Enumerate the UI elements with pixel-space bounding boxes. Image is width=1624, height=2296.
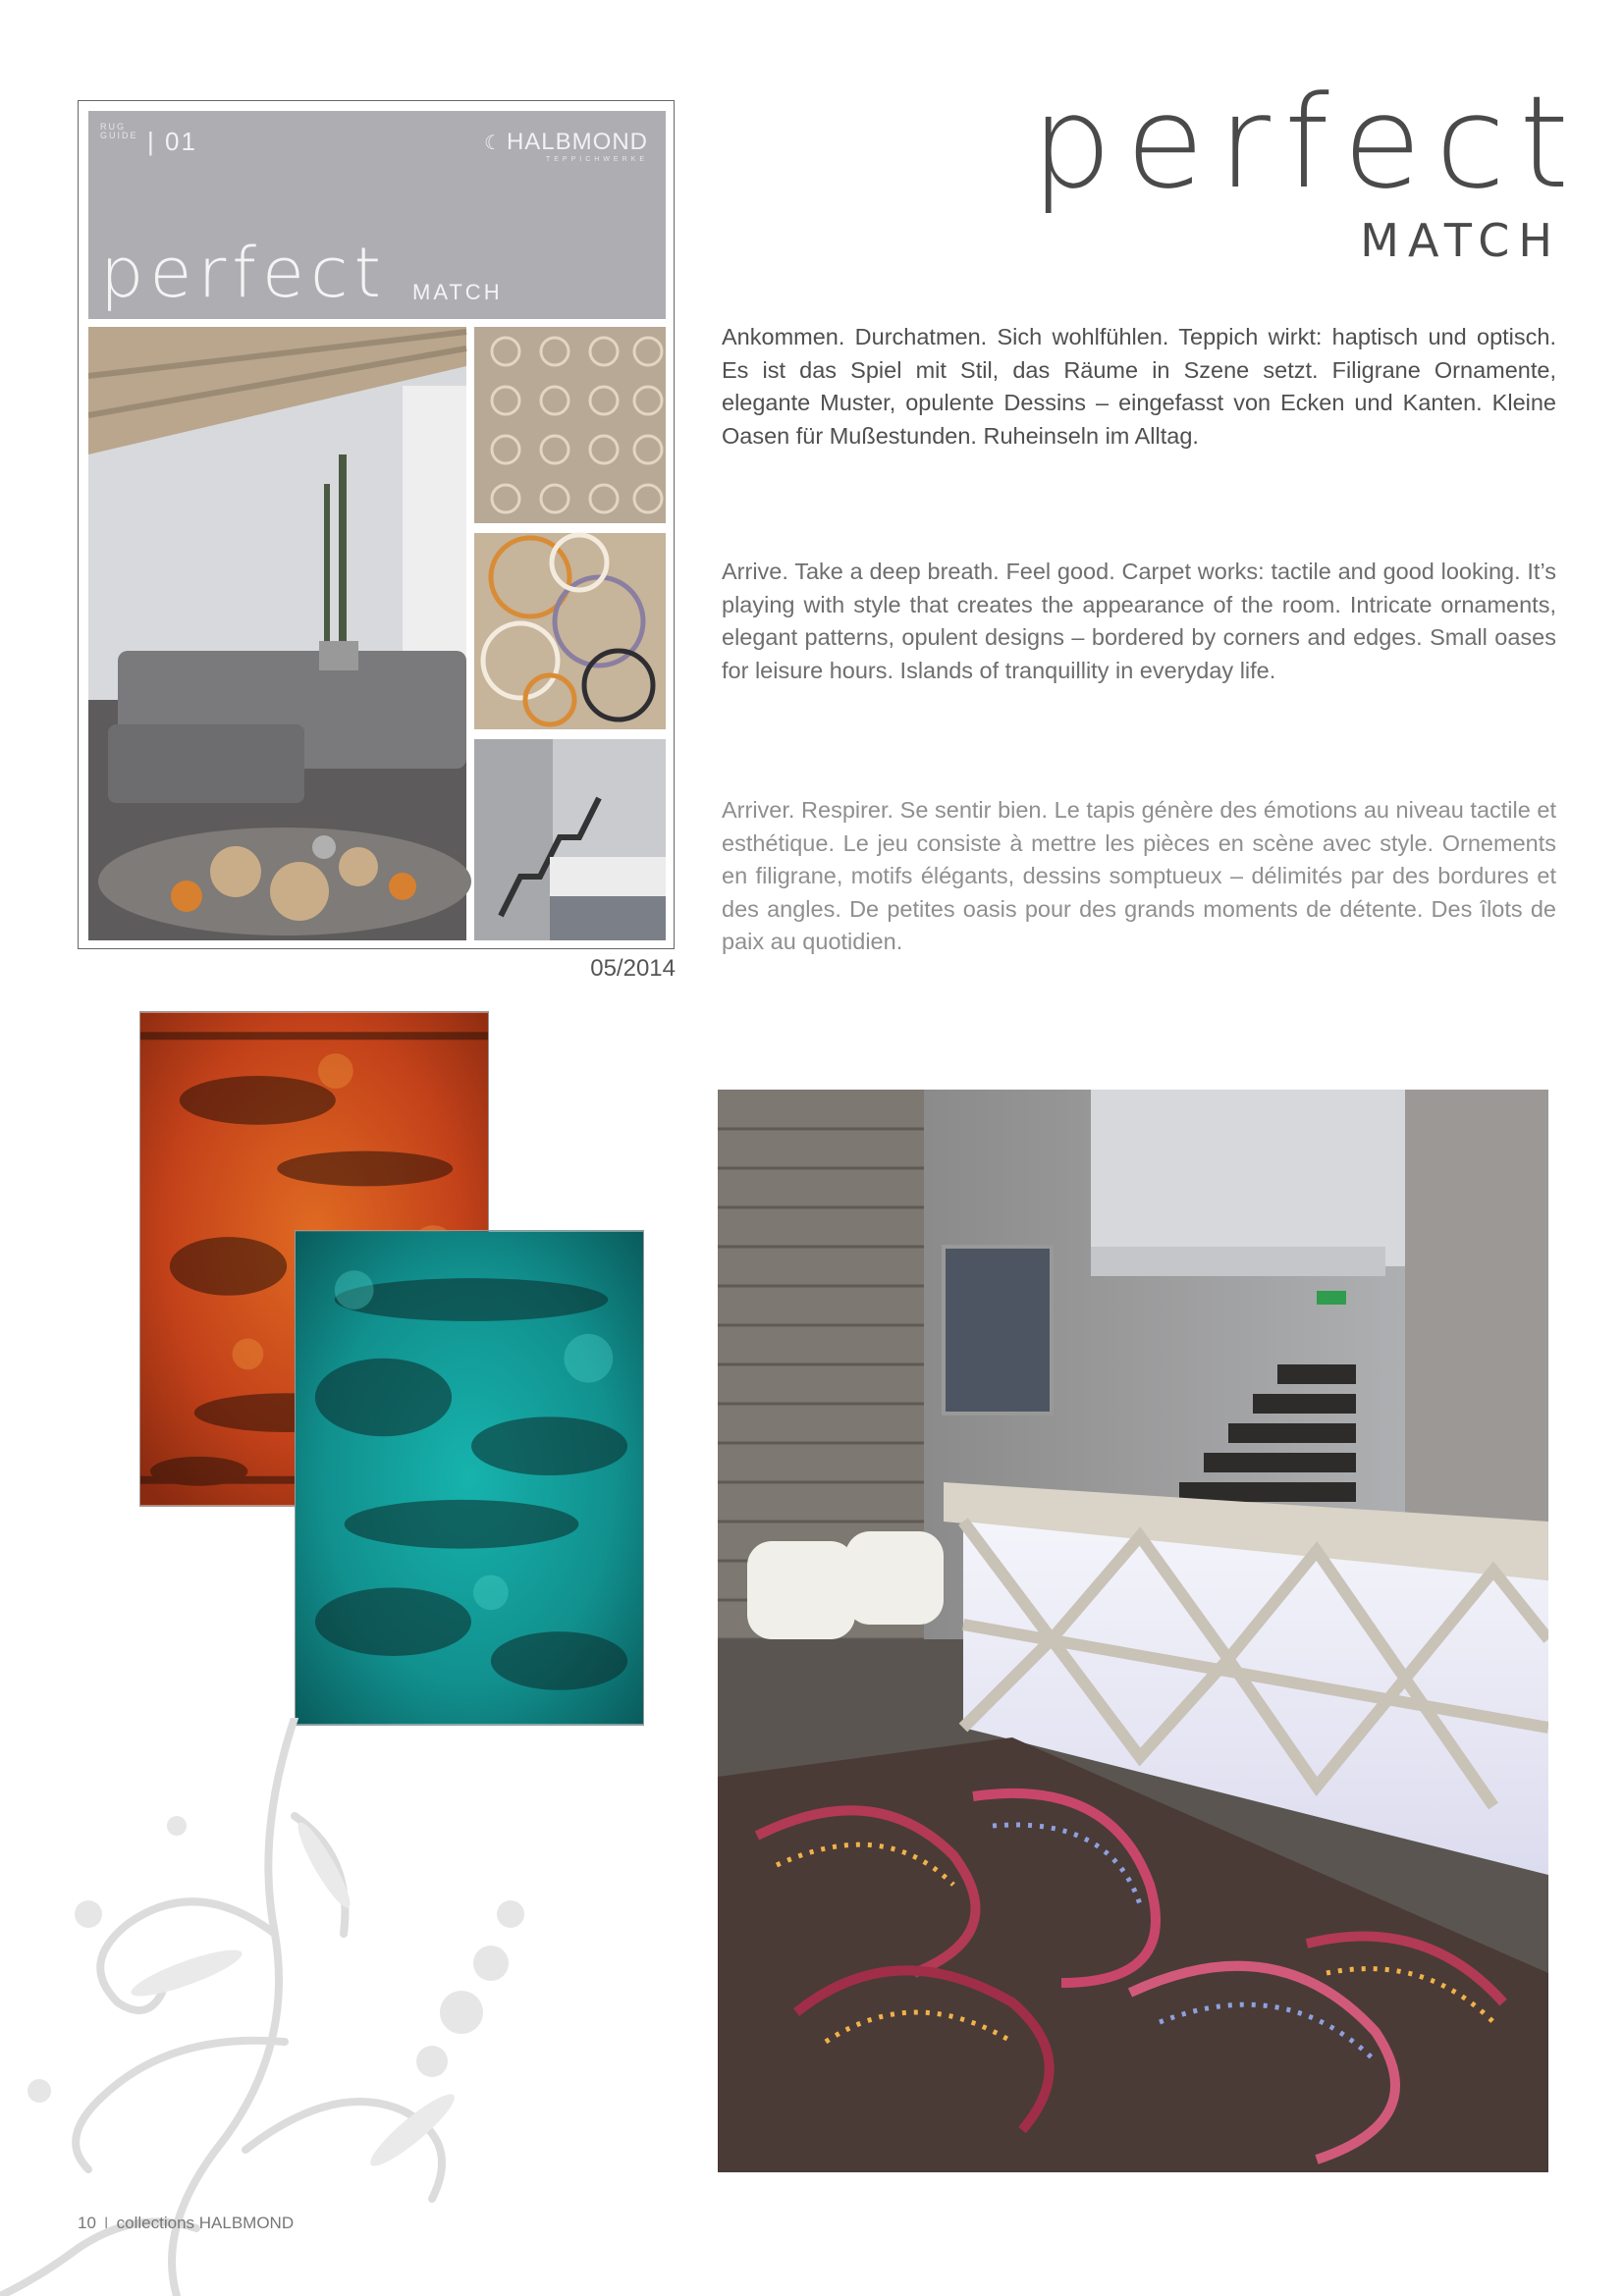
paragraph-german: Ankommen. Durchatmen. Sich wohlfühlen. Teppich wirkt: haptisch und optisch. Es ist das Spiel mit Stil, das Räume in Szene setzt. Filigrane Ornamente, elegante Muster, opulente Dessins – eingefasst von Ecken und Kanten. Kleine Oasen für Mußestunden. Ruheinseln im Alltag.: [722, 324, 1556, 449]
page-title: perfect: [1031, 68, 1584, 217]
paragraph-french: Arriver. Respirer. Se sentir bien. Le tapis génère des émotions au niveau tactile et esthétique. Le jeu consiste à mettre les pièces en scène avec style. Ornements en filigrane, motifs élégants, dessins somptueux – délimités par des bordures et des angles. De petites oasis pour des grands moments de détente. Des îlots de paix au quotidien.: [722, 797, 1556, 954]
paragraph-english: Arrive. Take a deep breath. Feel good. Carpet works: tactile and good looking. It’s playing with style that creates the appearance of the room. Intricate ornaments, elegant patterns, opulent designs – bordered by corners and edges. Small oases for leisure hours. Islands of tranquillity in everyday life.: [722, 559, 1556, 683]
cover-logo-subtext: TEPPICHWERKE: [545, 156, 648, 163]
cover-guide-label: RUG GUIDE: [100, 122, 138, 140]
page-footer: [78, 2214, 294, 2233]
cover-photo-collage: [88, 327, 666, 940]
cover-title: perfect: [100, 233, 387, 313]
floral-ornament: [0, 1718, 687, 2296]
cover-date: 05/2014: [590, 955, 676, 982]
rug-teal-image: [295, 1230, 644, 1726]
rug-swatch-rings: [474, 533, 666, 729]
bedroom-photo: [474, 739, 666, 940]
cover-number: | 01: [147, 127, 197, 156]
living-room-photo: [88, 327, 471, 940]
cover-number-value: 01: [164, 127, 197, 156]
footer-text: collections HALBMOND: [116, 2214, 295, 2232]
armchairs: [747, 1531, 944, 1639]
cover-header: [88, 111, 666, 319]
brochure-cover: [78, 100, 675, 949]
cover-logo: [484, 129, 648, 156]
cover-logo-text: HALBMOND: [506, 129, 648, 155]
page-number: 10: [78, 2214, 96, 2232]
footer-separator: I: [103, 2214, 109, 2232]
crescent-logo-icon: ☾: [484, 133, 503, 154]
hotel-lobby-photo: [718, 1090, 1548, 2172]
cover-subtitle: MATCH: [412, 280, 503, 304]
page-subtitle: MATCH: [1360, 214, 1561, 267]
rug-swatch-beige: [474, 327, 666, 523]
